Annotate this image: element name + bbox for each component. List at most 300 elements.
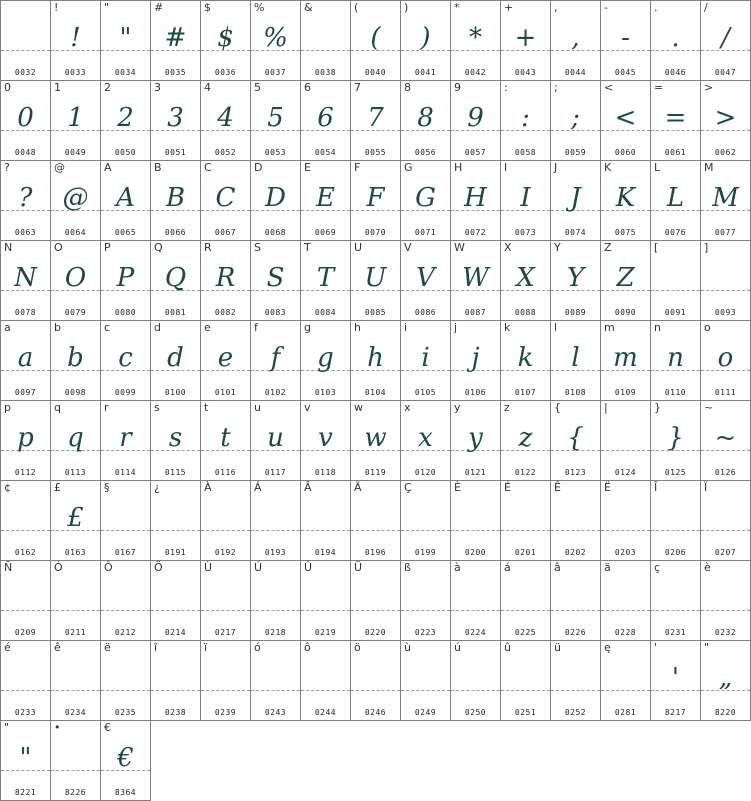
glyph-cell (601, 641, 651, 721)
cell-character-label: G (404, 161, 413, 174)
cell-code: 8217 (664, 708, 687, 717)
cell-glyph-sample: € (117, 743, 134, 773)
glyph-cell (451, 81, 501, 161)
glyph-cell (551, 1, 601, 81)
cell-glyph-sample: i (421, 343, 430, 373)
cell-code: 0078 (14, 308, 37, 317)
cell-glyph-sample: a (17, 343, 34, 373)
cell-code: 0074 (564, 228, 587, 237)
cell-code: 0053 (264, 148, 287, 157)
cell-code: 0052 (214, 148, 237, 157)
glyph-cell (401, 1, 451, 81)
cell-glyph-sample: ? (18, 183, 33, 213)
cell-code: 0062 (714, 148, 737, 157)
cell-character-label: a (4, 321, 11, 334)
cell-glyph-sample: „ (718, 663, 733, 693)
glyph-cell (1, 81, 51, 161)
cell-code: 0043 (514, 68, 537, 77)
cell-glyph-sample (201, 661, 250, 695)
cell-glyph-sample (401, 661, 450, 695)
glyph-cell (351, 321, 401, 401)
glyph-cell (551, 401, 601, 481)
cell-glyph-sample: u (267, 423, 284, 453)
glyph-cell (551, 641, 601, 721)
glyph-cell (651, 241, 701, 321)
glyph-cell (501, 1, 551, 81)
cell-code: 0082 (214, 308, 237, 317)
cell-character-label: t (204, 401, 209, 414)
cell-glyph-sample: o (717, 343, 734, 373)
cell-code: 0071 (414, 228, 437, 237)
cell-glyph-sample (101, 661, 150, 695)
cell-glyph-sample: m (613, 343, 638, 373)
cell-glyph-sample: M (712, 183, 739, 213)
cell-code: 0042 (464, 68, 487, 77)
cell-code: 8220 (714, 708, 737, 717)
glyph-cell (701, 481, 751, 561)
cell-code: 0034 (114, 68, 137, 77)
cell-character-label: ] (704, 241, 709, 254)
cell-glyph-sample (151, 501, 200, 535)
cell-code: 0233 (14, 708, 37, 717)
cell-code: 0110 (664, 388, 687, 397)
cell-glyph-sample (151, 661, 200, 695)
cell-code: 0199 (414, 548, 437, 557)
glyph-cell (351, 641, 401, 721)
cell-code: 0223 (414, 628, 437, 637)
cell-code: 0212 (114, 628, 137, 637)
glyph-cell (601, 1, 651, 81)
glyph-cell (701, 1, 751, 81)
cell-code: 0032 (14, 68, 37, 77)
cell-code: 0232 (714, 628, 737, 637)
cell-character-label: 9 (454, 81, 461, 94)
cell-character-label: Ü (354, 561, 363, 574)
cell-glyph-sample: ! (70, 23, 81, 53)
cell-character-label: / (704, 1, 708, 14)
glyph-cell (601, 161, 651, 241)
glyph-cell (251, 561, 301, 641)
cell-glyph-sample: d (167, 343, 184, 373)
cell-glyph-sample (151, 581, 200, 615)
cell-character-label: Ú (254, 561, 263, 574)
cell-character-label: Û (304, 561, 313, 574)
cell-code: 0049 (64, 148, 87, 157)
cell-glyph-sample: ) (420, 23, 431, 53)
cell-glyph-sample: ; (571, 103, 580, 133)
glyph-cell (601, 81, 651, 161)
cell-character-label: f (254, 321, 258, 334)
cell-code: 0101 (214, 388, 237, 397)
glyph-cell (1, 641, 51, 721)
glyph-cell (351, 161, 401, 241)
cell-glyph-sample: q (67, 423, 84, 453)
cell-glyph-sample (701, 261, 750, 295)
cell-character-label: { (554, 401, 561, 414)
glyph-cell (201, 81, 251, 161)
glyph-cell (201, 481, 251, 561)
cell-character-label: ; (554, 81, 558, 94)
cell-character-label: v (304, 401, 311, 414)
glyph-cell (451, 161, 501, 241)
cell-code: 0102 (264, 388, 287, 397)
cell-glyph-sample (551, 661, 600, 695)
cell-code: 0203 (614, 548, 637, 557)
cell-glyph-sample: * (469, 23, 482, 53)
cell-character-label: g (304, 321, 311, 334)
cell-character-label: § (104, 481, 110, 494)
glyph-cell (701, 81, 751, 161)
cell-code: 0054 (314, 148, 337, 157)
cell-glyph-sample: > (714, 103, 737, 133)
cell-code: 0079 (64, 308, 87, 317)
glyph-cell (51, 1, 101, 81)
glyph-cell (551, 481, 601, 561)
glyph-cell (151, 561, 201, 641)
glyph-cell (101, 641, 151, 721)
glyph-cell (101, 561, 151, 641)
cell-glyph-sample: : (521, 103, 530, 133)
cell-glyph-sample: E (316, 183, 335, 213)
cell-character-label: 3 (154, 81, 161, 94)
cell-character-label: ù (404, 641, 411, 654)
cell-code: 0244 (314, 708, 337, 717)
cell-character-label: " (704, 641, 710, 654)
cell-code: 0098 (64, 388, 87, 397)
cell-character-label: | (604, 401, 608, 414)
cell-character-label: = (654, 81, 664, 94)
cell-code: 0093 (714, 308, 737, 317)
cell-character-label: W (454, 241, 465, 254)
cell-glyph-sample (301, 21, 350, 55)
cell-character-label: à (454, 561, 461, 574)
glyph-cell (401, 641, 451, 721)
cell-character-label: k (504, 321, 511, 334)
cell-glyph-sample: p (17, 423, 34, 453)
cell-code: 0036 (214, 68, 237, 77)
cell-code: 0121 (464, 468, 487, 477)
cell-character-label: * (454, 1, 460, 14)
cell-glyph-sample: 8 (417, 103, 434, 133)
cell-glyph-sample: ' (671, 663, 680, 693)
cell-character-label: Ó (54, 561, 63, 574)
cell-code: 0250 (464, 708, 487, 717)
glyph-cell (401, 321, 451, 401)
glyph-cell (51, 401, 101, 481)
cell-character-label: ï (204, 641, 208, 654)
cell-character-label: Â (304, 481, 312, 494)
cell-character-label: @ (54, 161, 65, 174)
glyph-cell (201, 401, 251, 481)
cell-code: 0249 (414, 708, 437, 717)
cell-character-label: Ô (104, 561, 113, 574)
cell-code: 0209 (14, 628, 37, 637)
cell-character-label: ¿ (154, 481, 160, 494)
glyph-cell (251, 401, 301, 481)
cell-glyph-sample (251, 581, 300, 615)
cell-code: 0067 (214, 228, 237, 237)
cell-glyph-sample: . (671, 23, 680, 53)
cell-code: 0192 (214, 548, 237, 557)
glyph-cell (51, 321, 101, 401)
cell-character-label: R (204, 241, 212, 254)
cell-code: 0202 (564, 548, 587, 557)
cell-code: 0064 (64, 228, 87, 237)
glyph-cell (301, 161, 351, 241)
cell-character-label: Ê (554, 481, 561, 494)
glyph-cell (1, 401, 51, 481)
glyph-cell (501, 81, 551, 161)
cell-character-label: . (654, 1, 658, 14)
cell-glyph-sample: ~ (714, 423, 737, 453)
cell-glyph-sample: C (215, 183, 236, 213)
cell-code: 0252 (564, 708, 587, 717)
glyph-cell (151, 1, 201, 81)
cell-code: 0047 (714, 68, 737, 77)
glyph-cell (351, 81, 401, 161)
glyph-cell (501, 401, 551, 481)
cell-character-label: j (454, 321, 458, 334)
cell-character-label: ç (654, 561, 661, 574)
cell-code: 0076 (664, 228, 687, 237)
cell-glyph-sample: 6 (317, 103, 334, 133)
glyph-cell (501, 241, 551, 321)
cell-code: 0200 (464, 548, 487, 557)
cell-glyph-sample: 5 (267, 103, 284, 133)
cell-character-label: ) (404, 1, 409, 14)
cell-code: 0162 (14, 548, 37, 557)
cell-character-label: o (704, 321, 711, 334)
cell-glyph-sample (401, 581, 450, 615)
cell-code: 0057 (464, 148, 487, 157)
cell-glyph-sample (551, 501, 600, 535)
cell-glyph-sample (251, 501, 300, 535)
glyph-cell (501, 161, 551, 241)
cell-glyph-sample (601, 501, 650, 535)
cell-code: 0217 (214, 628, 237, 637)
cell-glyph-sample (301, 501, 350, 535)
cell-code: 0065 (114, 228, 137, 237)
cell-character-label: H (454, 161, 463, 174)
cell-code: 0050 (114, 148, 137, 157)
cell-character-label: ú (454, 641, 461, 654)
cell-glyph-sample: w (364, 423, 387, 453)
cell-character-label: 5 (254, 81, 261, 94)
cell-code: 0239 (214, 708, 237, 717)
cell-character-label: p (4, 401, 11, 414)
cell-character-label: E (304, 161, 311, 174)
cell-character-label: 1 (54, 81, 61, 94)
cell-character-label: e (204, 321, 211, 334)
cell-character-label: < (604, 81, 614, 94)
glyph-cell (651, 161, 701, 241)
glyph-cell (1, 161, 51, 241)
cell-code: 0115 (164, 468, 187, 477)
cell-glyph-sample: X (516, 263, 535, 293)
cell-glyph-sample: v (318, 423, 333, 453)
cell-character-label: ~ (704, 401, 714, 414)
cell-glyph-sample (1, 661, 50, 695)
glyph-cell (451, 401, 501, 481)
cell-code: 0251 (514, 708, 537, 717)
glyph-cell (601, 241, 651, 321)
glyph-cell (251, 161, 301, 241)
cell-character-label: P (104, 241, 111, 254)
cell-code: 0119 (364, 468, 387, 477)
cell-glyph-sample: £ (67, 503, 84, 533)
glyph-cell (351, 241, 401, 321)
cell-glyph-sample: / (721, 23, 730, 53)
cell-code: 0085 (364, 308, 387, 317)
cell-glyph-sample (351, 581, 400, 615)
cell-character-label: J (554, 161, 558, 174)
glyph-cell (301, 641, 351, 721)
cell-glyph-sample (301, 661, 350, 695)
cell-character-label: 6 (304, 81, 311, 94)
cell-character-label: O (54, 241, 63, 254)
glyph-cell (501, 561, 551, 641)
cell-code: 0099 (114, 388, 137, 397)
glyph-cell (701, 321, 751, 401)
cell-glyph-sample (451, 501, 500, 535)
cell-code: 0108 (564, 388, 587, 397)
cell-glyph-sample (551, 581, 600, 615)
glyph-cell (701, 641, 751, 721)
cell-character-label: È (454, 481, 461, 494)
cell-character-label: À (204, 481, 212, 494)
cell-code: 0063 (14, 228, 37, 237)
glyph-cell (1, 241, 51, 321)
cell-character-label: d (154, 321, 161, 334)
cell-glyph-sample (1, 501, 50, 535)
cell-character-label: " (4, 721, 10, 734)
cell-glyph-sample: k (517, 343, 534, 373)
cell-glyph-sample (501, 581, 550, 615)
cell-code: 0281 (614, 708, 637, 717)
glyph-cell (101, 81, 151, 161)
cell-code: 0211 (64, 628, 87, 637)
cell-glyph-sample: A (116, 183, 135, 213)
cell-character-label: Ä (354, 481, 362, 494)
glyph-cell (201, 241, 251, 321)
glyph-cell (51, 561, 101, 641)
cell-code: 0196 (364, 548, 387, 557)
cell-character-label: ó (254, 641, 261, 654)
cell-character-label: Ö (154, 561, 163, 574)
glyph-cell (101, 401, 151, 481)
cell-glyph-sample (451, 661, 500, 695)
cell-glyph-sample (601, 661, 650, 695)
cell-character-label: ü (554, 641, 561, 654)
cell-character-label: F (354, 161, 361, 174)
glyph-cell (351, 561, 401, 641)
cell-character-label: T (304, 241, 311, 254)
cell-code: 0126 (714, 468, 737, 477)
cell-character-label: , (554, 1, 558, 14)
cell-glyph-sample: ( (370, 23, 381, 53)
cell-code: 0038 (314, 68, 337, 77)
cell-code: 0238 (164, 708, 187, 717)
glyph-cell (651, 481, 701, 561)
cell-glyph-sample: 7 (367, 103, 384, 133)
cell-code: 0066 (164, 228, 187, 237)
cell-code: 0100 (164, 388, 187, 397)
cell-character-label: Z (604, 241, 612, 254)
cell-glyph-sample (451, 581, 500, 615)
cell-character-label: - (604, 1, 608, 14)
cell-glyph-sample: V (416, 263, 435, 293)
cell-glyph-sample (651, 501, 700, 535)
cell-character-label: è (704, 561, 711, 574)
cell-code: 0191 (164, 548, 187, 557)
glyph-cell (251, 641, 301, 721)
glyph-cell (51, 721, 101, 801)
glyph-cell (301, 81, 351, 161)
cell-glyph-sample (201, 581, 250, 615)
cell-code: 0061 (664, 148, 687, 157)
cell-glyph-sample (201, 501, 250, 535)
cell-glyph-sample: W (462, 263, 489, 293)
cell-character-label: Ù (204, 561, 213, 574)
cell-character-label: > (704, 81, 714, 94)
cell-code: 0037 (264, 68, 287, 77)
cell-code: 0055 (364, 148, 387, 157)
cell-character-label: D (254, 161, 263, 174)
cell-glyph-sample: f (270, 343, 281, 373)
glyph-cell (251, 481, 301, 561)
glyph-cell (351, 1, 401, 81)
cell-glyph-sample: @ (62, 183, 89, 213)
cell-glyph-sample: J (570, 183, 581, 213)
cell-glyph-sample (101, 581, 150, 615)
cell-code: 0088 (514, 308, 537, 317)
cell-glyph-sample: N (14, 263, 37, 293)
cell-glyph-sample: < (614, 103, 637, 133)
cell-character-label: + (504, 1, 514, 14)
cell-glyph-sample: Q (164, 263, 187, 293)
cell-character-label: ô (304, 641, 311, 654)
cell-code: 0091 (664, 308, 687, 317)
glyph-cell (1, 721, 51, 801)
cell-code: 0058 (514, 148, 537, 157)
cell-code: 0104 (364, 388, 387, 397)
cell-code: 0075 (614, 228, 637, 237)
cell-code: 0231 (664, 628, 687, 637)
cell-character-label: # (154, 1, 164, 14)
cell-code: 0080 (114, 308, 137, 317)
cell-character-label: ë (104, 641, 111, 654)
cell-code: 0218 (264, 628, 287, 637)
glyph-cell (301, 401, 351, 481)
cell-code: 0226 (564, 628, 587, 637)
cell-code: 0045 (614, 68, 637, 77)
glyph-cell (101, 161, 151, 241)
glyph-cell (551, 81, 601, 161)
cell-character-label: $ (204, 1, 211, 14)
cell-code: 0220 (364, 628, 387, 637)
cell-character-label: ! (54, 1, 59, 14)
glyph-cell (101, 241, 151, 321)
glyph-cell (601, 481, 651, 561)
glyph-cell (501, 321, 551, 401)
cell-character-label: h (354, 321, 361, 334)
cell-glyph-sample (351, 661, 400, 695)
cell-character-label: b (54, 321, 61, 334)
cell-character-label: r (104, 401, 109, 414)
cell-code: 0070 (364, 228, 387, 237)
cell-glyph-sample: Z (616, 263, 635, 293)
glyph-cell (201, 321, 251, 401)
